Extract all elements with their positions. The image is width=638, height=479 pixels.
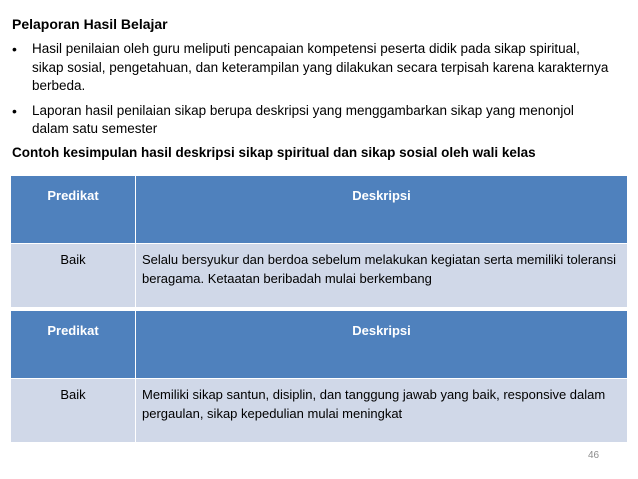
bullet-list	[12, 40, 612, 145]
table-row	[11, 244, 628, 308]
bullet-dot-icon: •	[12, 102, 17, 119]
header-predikat: Predikat	[11, 311, 136, 379]
bullet-text: Hasil penilaian oleh guru meliputi pencapaian kompetensi peserta didik pada sikap spiritual, sikap sosial, pengetahuan, dan keterampilan yang dilakukan secara terpisah karena karakternya berbeda.	[32, 41, 609, 93]
bullet-item	[12, 102, 612, 139]
header-predikat: Predikat	[11, 176, 136, 244]
cell-deskripsi: Memiliki sikap santun, disiplin, dan tanggung jawab yang baik, responsive dalam pergaulan, sikap kepedulian mulai meningkat	[136, 379, 628, 443]
spiritual-attitude-table	[10, 175, 628, 308]
bullet-dot-icon: •	[12, 41, 17, 57]
cell-predikat: Baik	[11, 244, 136, 308]
cell-deskripsi: Selalu bersyukur dan berdoa sebelum melakukan kegiatan serta memiliki toleransi beragama. Ketaatan beribadah mulai berkembang	[136, 244, 628, 308]
table-header-row	[11, 311, 628, 379]
example-subtitle: Contoh kesimpulan hasil deskripsi sikap spiritual dan sikap sosial oleh wali kelas	[12, 145, 536, 160]
bullet-item	[12, 40, 612, 96]
page-number: 46	[588, 450, 600, 461]
header-deskripsi: Deskripsi	[136, 311, 628, 379]
page-heading: Pelaporan Hasil Belajar	[12, 16, 168, 32]
cell-predikat: Baik	[11, 379, 136, 443]
bullet-text: Laporan hasil penilaian sikap berupa deskripsi yang menggambarkan sikap yang menonjol dalam satu semester	[32, 102, 574, 136]
header-deskripsi: Deskripsi	[136, 176, 628, 244]
table-header-row	[11, 176, 628, 244]
table-row	[11, 379, 628, 443]
social-attitude-table	[10, 310, 628, 443]
